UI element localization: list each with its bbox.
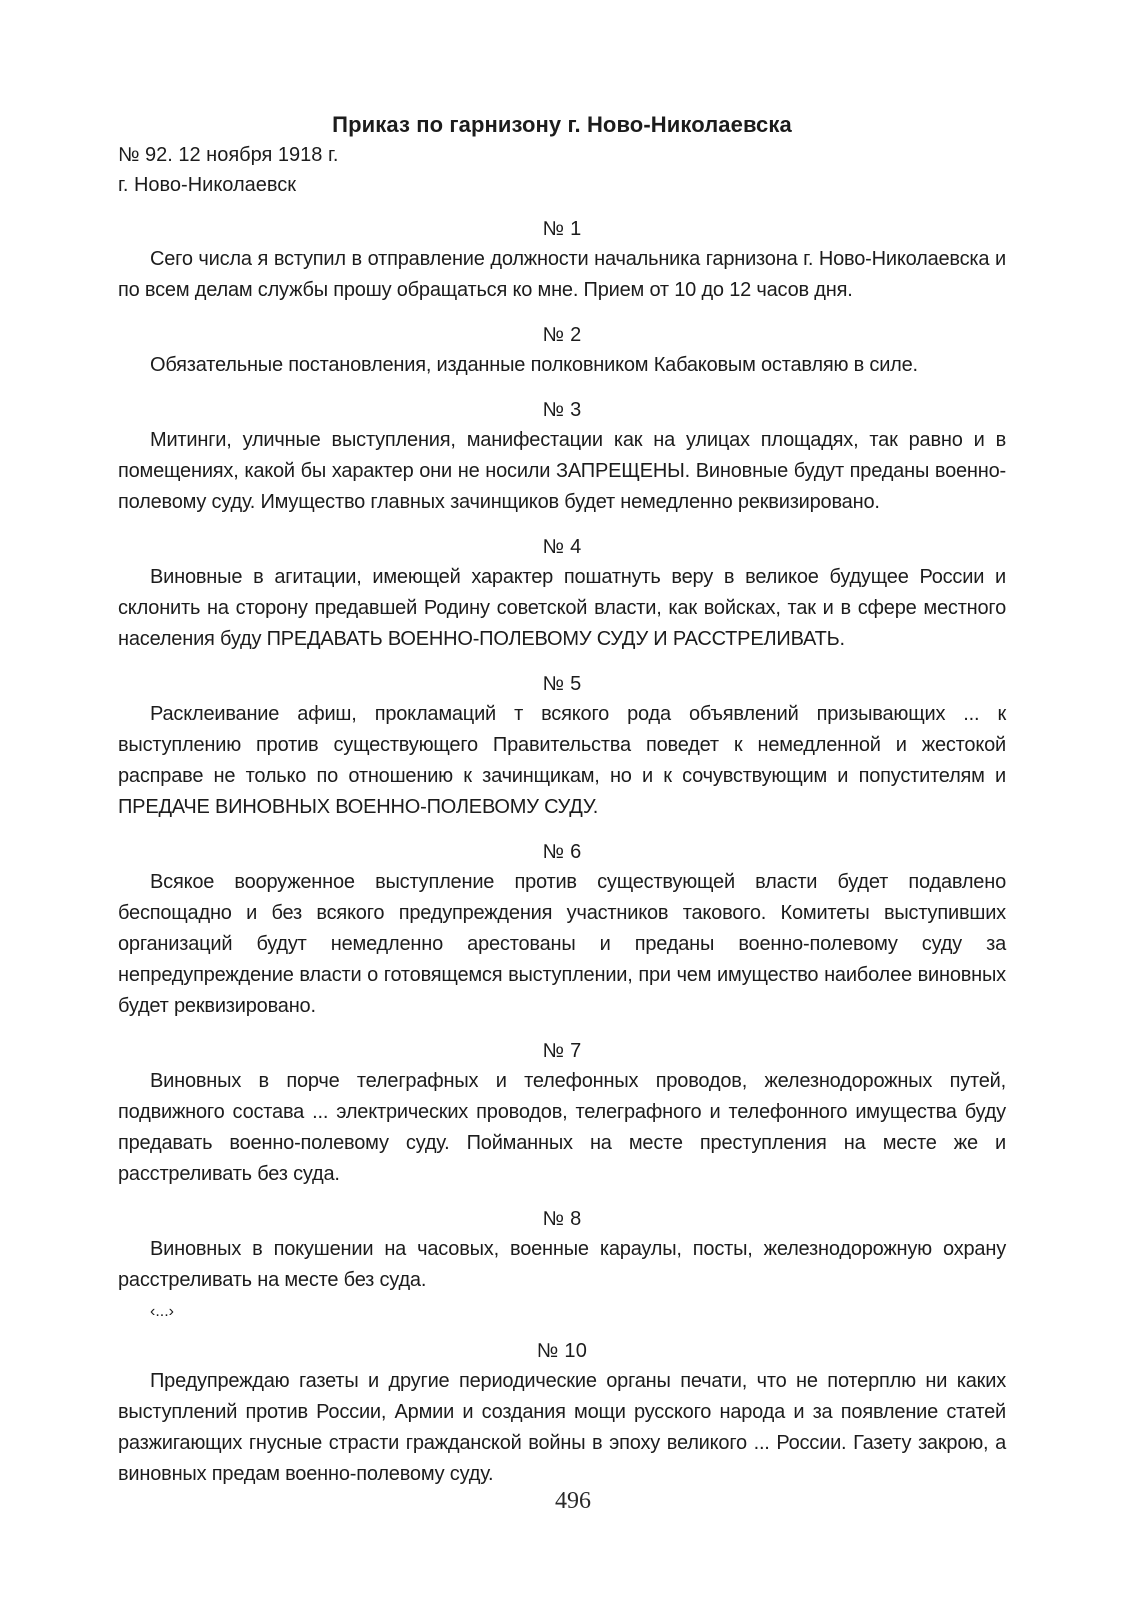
section-8 <box>118 1204 1006 1296</box>
section-number: № 2 <box>542 324 582 346</box>
section-3 <box>118 395 1006 518</box>
page-number: 496 <box>555 1488 591 1514</box>
document-meta <box>118 140 1006 200</box>
document-place: г. Ново-Николаевск <box>118 174 297 196</box>
section-text: Всякое вооруженное выступление против существующей власти будет подавлено беспощадно и без всякого предупреждения участников такового. Комитеты выступивших организаций будут немедленно арестованы и преданы военно-полевому суду за непредупреждение власти о готовящемся выступлении, при чем имущество наиболее виновных будет реквизировано. <box>118 871 1006 1017</box>
section-number: № 1 <box>542 218 582 240</box>
section-7 <box>118 1036 1006 1190</box>
section-10 <box>118 1336 1006 1490</box>
section-text: Виновные в агитации, имеющей характер пошатнуть веру в великое будущее России и склонить на сторону предавшей Родину советской власти, как войсках, так и в сфере местного населения буду ПРЕДАВАТЬ ВОЕННО-ПОЛЕВОМУ СУДУ И РАССТРЕЛИВАТЬ. <box>118 566 1006 650</box>
section-number: № 8 <box>542 1208 582 1230</box>
section-2 <box>118 320 1006 381</box>
section-4 <box>118 532 1006 655</box>
document-title: Приказ по гарнизону г. Ново-Николаевска <box>332 112 792 137</box>
section-number: № 10 <box>536 1340 588 1362</box>
section-number: № 4 <box>542 536 582 558</box>
section-text: Расклеивание афиш, прокламаций т всякого рода объявлений призывающих ... к выступлению против существующего Правительства поведет к немедленной и жестокой расправе не только по отношению к зачинщикам, но и к сочувствующим и попустителям и ПРЕДАЧЕ ВИНОВНЫХ ВОЕННО-ПОЛЕВОМУ СУДУ. <box>118 703 1006 818</box>
section-text: Сего числа я вступил в отправление должности начальника гарнизона г. Ново-Николаевска и по всем делам службы прошу обращаться ко мне. Прием от 10 до 12 часов дня. <box>118 248 1006 301</box>
section-5 <box>118 669 1006 823</box>
section-text: Виновных в покушении на часовых, военные караулы, посты, железнодорожную охрану расстреливать на месте без суда. <box>118 1238 1006 1291</box>
section-number: № 3 <box>542 399 582 421</box>
section-number: № 5 <box>542 673 582 695</box>
omission-marker: ‹...› <box>150 1303 174 1320</box>
section-text: Предупреждаю газеты и другие периодические органы печати, что не потерплю ни каких выступлений против России, Армии и создания мощи русского народа и за появление статей разжигающих гнусные страсти гражданской войны в эпоху великого ... России. Газету закрою, а виновных предам военно-полевому суду. <box>118 1370 1006 1485</box>
section-text: Обязательные постановления, изданные полковником Кабаковым оставляю в силе. <box>150 354 918 376</box>
section-6 <box>118 837 1006 1022</box>
section-text: Митинги, уличные выступления, манифестации как на улицах площадях, так равно и в помещениях, какой бы характер они не носили ЗАПРЕЩЕНЫ. Виновные будут преданы военно-полевому суду. Имущество главных зачинщиков будет немедленно реквизировано. <box>118 429 1006 513</box>
section-number: № 6 <box>542 841 582 863</box>
section-text: Виновных в порче телеграфных и телефонных проводов, железнодорожных путей, подвижного состава ... электрических проводов, телеграфного и телефонного имущества буду предавать военно-полевому суду. Пойманных на месте преступления на месте же и расстреливать без суда. <box>118 1070 1006 1185</box>
document-body <box>118 110 1006 1504</box>
section-number: № 7 <box>542 1040 582 1062</box>
document-number-date: № 92. 12 ноября 1918 г. <box>118 144 339 166</box>
section-1 <box>118 214 1006 306</box>
